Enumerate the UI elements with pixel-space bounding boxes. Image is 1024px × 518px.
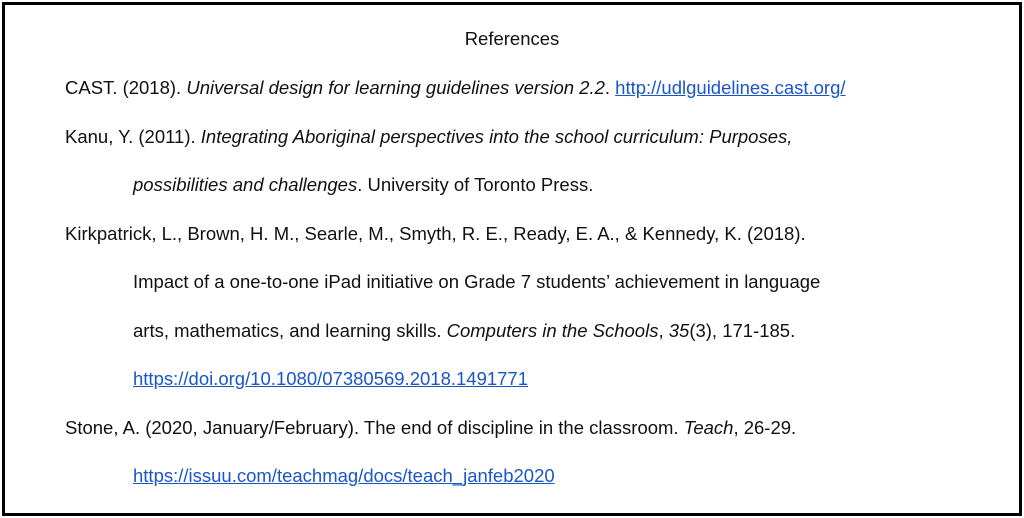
reference-hanging-line <box>133 464 555 488</box>
reference-first-line <box>65 76 846 100</box>
reference-hanging-line <box>133 270 820 294</box>
reference-link[interactable]: https://issuu.com/teachmag/docs/teach_janfeb2020 <box>133 465 555 486</box>
reference-hanging-line <box>133 367 528 391</box>
reference-page-frame <box>2 2 1022 516</box>
reference-text: Impact of a one-to-one iPad initiative on Grade 7 students’ achievement in language <box>133 271 821 292</box>
reference-italic-text: Universal design for learning guidelines version 2.2 <box>186 77 605 98</box>
reference-text: , 26-29. <box>733 417 797 438</box>
reference-text: Kanu, Y. (2011). <box>65 126 201 147</box>
reference-first-line <box>65 222 806 246</box>
reference-first-line <box>65 416 796 440</box>
reference-hanging-line <box>133 173 593 197</box>
reference-text: Stone, A. (2020, January/February). The end of discipline in the classroom. <box>65 417 684 438</box>
reference-link[interactable]: https://doi.org/10.1080/07380569.2018.1491771 <box>133 368 529 389</box>
reference-italic-text: possibilities and challenges <box>133 174 358 195</box>
reference-text: Kirkpatrick, L., Brown, H. M., Searle, M., Smyth, R. E., Ready, E. A., & Kennedy, K. (2018). <box>65 223 806 244</box>
reference-link[interactable]: http://udlguidelines.cast.org/ <box>615 77 846 98</box>
reference-text: CAST. (2018). <box>65 77 187 98</box>
reference-text: , <box>658 320 669 341</box>
reference-italic-text: Computers in the Schools <box>446 320 659 341</box>
reference-hanging-line <box>133 319 795 343</box>
reference-text: arts, mathematics, and learning skills. <box>133 320 447 341</box>
reference-first-line <box>65 125 792 149</box>
reference-italic-text: 35 <box>668 320 690 341</box>
reference-text: (3), 171-185. <box>689 320 796 341</box>
reference-text: . University of Toronto Press. <box>357 174 594 195</box>
reference-italic-text: Teach <box>683 417 734 438</box>
reference-text: . <box>604 77 616 98</box>
references-heading: References <box>464 28 560 49</box>
references-page <box>5 5 1019 513</box>
reference-italic-text: Integrating Aboriginal perspectives into the school curriculum: Purposes, <box>200 126 793 147</box>
